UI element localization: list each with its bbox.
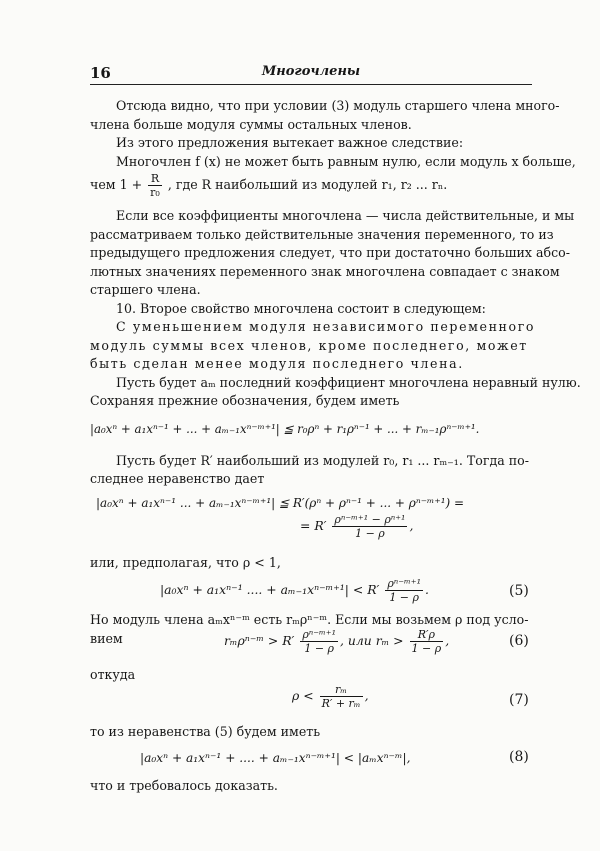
fraction-denominator: r₀: [150, 186, 160, 199]
text-line: рассматриваем только действительные значения переменного, то из: [90, 227, 554, 242]
inequality-geometric-sum: |a₀xⁿ + a₁xⁿ⁻¹ ... + aₘ₋₁xⁿ⁻ᵐ⁺¹| ≦ R′(ρⁿ + ρⁿ⁻¹ + ... + ρⁿ⁻ᵐ⁺¹) =: [96, 496, 465, 510]
equation-tail: ,: [409, 518, 414, 533]
page-number: 16: [90, 64, 111, 82]
equation-tail: .: [425, 582, 429, 597]
geometric-sum-result: [300, 513, 413, 540]
equation-tail: ,: [364, 688, 369, 703]
fraction-r-over-r0: [148, 172, 162, 199]
page-header: [90, 62, 532, 85]
text-line: Но модуль члена aₘxⁿ⁻ᵐ есть rₘρⁿ⁻ᵐ. Если мы возьмем ρ под усло-: [90, 612, 529, 627]
text-line: вием: [90, 631, 123, 646]
text-line: Пусть будет aₘ последний коэффициент многочлена неравный нулю.: [116, 375, 581, 390]
equation-number: (6): [509, 633, 529, 649]
fraction-numerator: ρⁿ⁻ᵐ⁺¹: [302, 628, 337, 641]
text-line: Сохраняя прежние обозначения, будем иметь: [90, 393, 400, 408]
text-line: или, предполагая, что ρ < 1,: [90, 555, 281, 570]
fraction: [300, 628, 338, 655]
text-line: Многочлен f (x) не может быть равным нулю, если модуль x больше,: [116, 154, 576, 169]
fraction: [332, 513, 407, 540]
fraction: [385, 577, 423, 604]
fraction-denominator: 1 − ρ: [355, 527, 385, 540]
fraction-denominator: R′ + rₘ: [321, 697, 361, 710]
theorem-line: быть сделан менее модуля последнего члена.: [90, 356, 464, 371]
theorem-line: С уменьшением модуля независимого переменного: [116, 319, 536, 334]
fraction-numerator: rₘ: [320, 683, 363, 697]
fraction: [320, 683, 363, 710]
text-line: предыдущего предложения следует, что при достаточно больших абсо-: [90, 245, 570, 260]
corollary-rest: , где R наибольший из модулей r₁, r₂ ... rₙ.: [167, 177, 448, 192]
fraction-numerator: R′ρ: [410, 628, 444, 642]
equation-number: (8): [509, 749, 529, 765]
inequality-8: |a₀xⁿ + a₁xⁿ⁻¹ + .... + aₘ₋₁xⁿ⁻ᵐ⁺¹| < |aₘxⁿ⁻ᵐ|,: [140, 751, 411, 765]
equation-number: (5): [509, 583, 529, 599]
equation-lead: |a₀xⁿ + a₁xⁿ⁻¹ .... + aₘ₋₁xⁿ⁻ᵐ⁺¹| < R′: [160, 582, 380, 597]
text-line: что и требовалось доказать.: [90, 778, 278, 793]
fraction-numerator: R: [148, 172, 162, 186]
inequality-7: [292, 683, 369, 710]
text-line: Пусть будет R′ наибольший из модулей r₀, r₁ ... rₘ₋₁. Тогда по-: [116, 453, 529, 468]
text-line: Если все коэффициенты многочлена — числа действительные, и мы: [116, 208, 575, 223]
text-line: Отсюда видно, что при условии (3) модуль старшего члена много-: [116, 98, 560, 113]
equation-lead: = R′: [300, 518, 327, 533]
text-line: лютных значениях переменного знак многочлена совпадает с знаком: [90, 264, 560, 279]
inequality-modulus-bound: |a₀xⁿ + a₁xⁿ⁻¹ + ... + aₘ₋₁xⁿ⁻ᵐ⁺¹| ≦ r₀ρⁿ + r₁ρⁿ⁻¹ + ... + rₘ₋₁ρⁿ⁻ᵐ⁺¹.: [90, 422, 480, 436]
fraction-numerator: ρⁿ⁻ᵐ⁺¹: [387, 577, 422, 590]
inequality-6: [224, 628, 449, 655]
equation-number: (7): [509, 692, 529, 708]
corollary-line: [90, 172, 447, 199]
equation-tail: ,: [445, 633, 450, 648]
equation-lead: rₘρⁿ⁻ᵐ > R′: [224, 633, 295, 648]
inequality-5: [160, 577, 429, 604]
section-heading: 10. Второе свойство многочлена состоит в следующем:: [116, 301, 486, 316]
fraction-denominator: 1 − ρ: [411, 642, 442, 655]
fraction-denominator: 1 − ρ: [389, 591, 419, 604]
running-title: Многочлены: [261, 64, 361, 79]
text-line: Из этого предложения вытекает важное следствие:: [116, 135, 464, 150]
equation-lead: ρ <: [292, 688, 314, 703]
corollary-lead: чем 1 +: [90, 177, 143, 192]
equation-middle: , или rₘ >: [340, 633, 404, 648]
fraction-denominator: 1 − ρ: [304, 642, 335, 655]
text-line: то из неравенства (5) будем иметь: [90, 724, 321, 739]
text-line: следнее неравенство дает: [90, 471, 265, 486]
text-line: старшего члена.: [90, 282, 201, 297]
text-line: откуда: [90, 667, 136, 682]
fraction-numerator: ρⁿ⁻ᵐ⁺¹ − ρⁿ⁺¹: [334, 513, 406, 526]
theorem-line: модуль суммы всех членов, кроме последнего, может: [90, 338, 528, 353]
text-line: члена больше модуля суммы остальных членов.: [90, 117, 412, 132]
fraction: [410, 628, 444, 655]
